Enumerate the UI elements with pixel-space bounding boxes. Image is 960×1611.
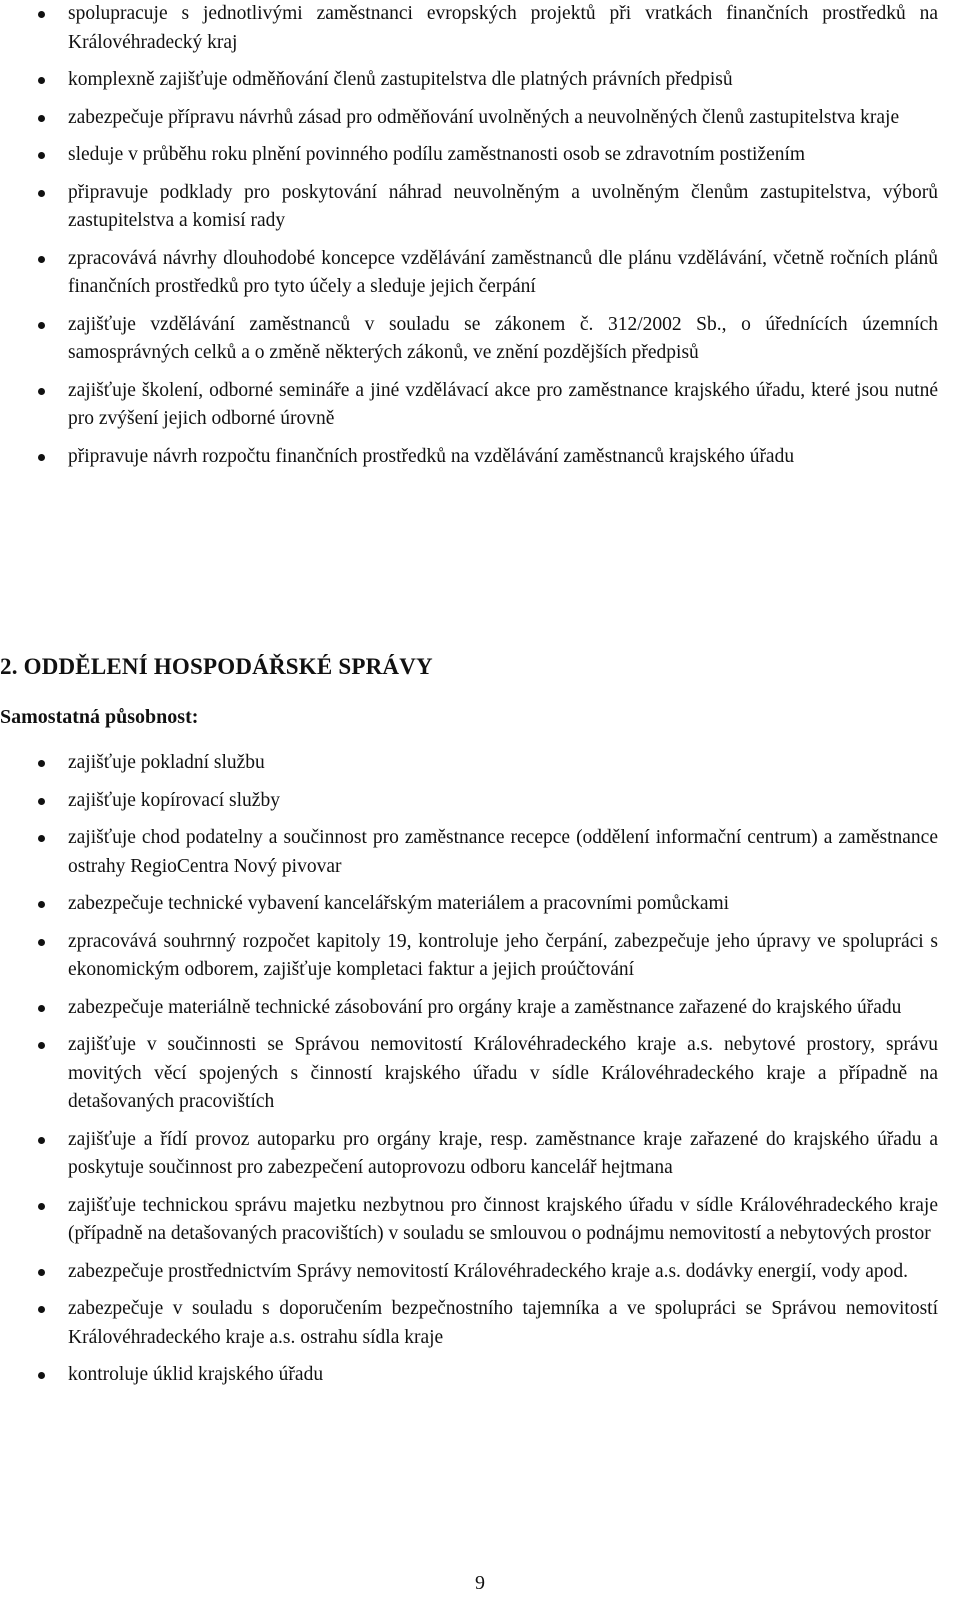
bullet-icon (38, 835, 45, 842)
list-item (0, 245, 960, 302)
bullet-icon (38, 77, 45, 84)
list-item (0, 179, 960, 236)
bullet-icon (38, 256, 45, 263)
list-item-text: připravuje podklady pro poskytování náhrad neuvolněným a uvolněným členům zastupitelstva, výborů zastupitelstva a komisí rady (68, 181, 938, 231)
list-item (0, 749, 960, 778)
bullet-icon (38, 115, 45, 122)
bullet-icon (38, 760, 45, 767)
responsibilities-list-1 (0, 0, 960, 480)
list-item-text: zajišťuje pokladní službu (68, 752, 265, 773)
list-item-text: zabezpečuje v souladu s doporučením bezpečnostního tajemníka a ve spolupráci se Správou nemovitostí Královéhradeckého kraje a.s. ostrahu sídla kraje (68, 1298, 938, 1348)
bullet-icon (38, 798, 45, 805)
list-item-text: zpracovává návrhy dlouhodobé koncepce vzdělávání zaměstnanců dle plánu vzdělávání, včetně ročních plánů finančních prostředků pro tyto účely a sleduje jejich čerpání (68, 247, 938, 297)
list-item (0, 994, 960, 1023)
list-item-text: zabezpečuje technické vybavení kancelářským materiálem a pracovními pomůckami (68, 893, 730, 914)
list-item-text: zajišťuje vzdělávání zaměstnanců v souladu se zákonem č. 312/2002 Sb., o úřednících územních samosprávných celků a o změně některých zákonů, ve znění pozdějších předpisů (68, 313, 938, 363)
bullet-icon (38, 1005, 45, 1012)
list-item (0, 104, 960, 133)
bullet-icon (38, 1372, 45, 1379)
list-item-text: zajišťuje v součinnosti se Správou nemovitostí Královéhradeckého kraje a.s. nebytové prostory, správu movitých věcí spojených s činností krajského úřadu v sídle Královéhradeckého kraje a případně na detašovaných pracovištích (68, 1034, 938, 1112)
bullet-icon (38, 901, 45, 908)
bullet-icon (38, 1203, 45, 1210)
list-item (0, 1192, 960, 1249)
list-item-text: zpracovává souhrnný rozpočet kapitoly 19, kontroluje jeho čerpání, zabezpečuje jeho úpravy ve spolupráci s ekonomickým odborem, zajišťuje kompletaci faktur a jejich proúčtování (68, 930, 938, 980)
list-item-text: sleduje v průběhu roku plnění povinného podílu zaměstnanosti osob se zdravotním postižením (68, 144, 806, 165)
list-item (0, 890, 960, 919)
page-number: 9 (475, 1572, 485, 1594)
list-item-text: zajišťuje kopírovací služby (68, 789, 280, 811)
list-item (0, 1126, 960, 1183)
list-item (0, 141, 960, 170)
bullet-icon (38, 1042, 45, 1049)
list-item (0, 1031, 960, 1117)
list-item-text: spolupracuje s jednotlivými zaměstnanci evropských projektů při vratkách finančních prostředků na Královéhradecký kraj (68, 3, 938, 53)
subheading: Samostatná působnost: (0, 706, 199, 728)
list-item-text: komplexně zajišťuje odměňování členů zastupitelstva dle platných právních předpisů (68, 69, 733, 90)
bullet-icon (38, 11, 45, 18)
list-item (0, 787, 960, 816)
bullet-icon (38, 939, 45, 946)
list-item-text: připravuje návrh rozpočtu finančních prostředků na vzdělávání zaměstnanců krajského úřadu (68, 445, 795, 467)
bullet-icon (38, 454, 45, 461)
list-item-text: zabezpečuje prostřednictvím Správy nemovitostí Královéhradeckého kraje a.s. dodávky energií, vody apod. (68, 1260, 909, 1282)
responsibilities-list-2 (0, 749, 960, 1399)
section-heading: 2. ODDĚLENÍ HOSPODÁŘSKÉ SPRÁVY (0, 654, 433, 679)
list-item (0, 311, 960, 368)
bullet-icon (38, 1137, 45, 1144)
list-item-text: zajišťuje a řídí provoz autoparku pro orgány kraje, resp. zaměstnance kraje zařazené do krajského úřadu a poskytuje součinnost pro zabezpečení autoprovozu odboru kancelář hejtmana (68, 1128, 938, 1178)
list-item (0, 1258, 960, 1287)
list-item (0, 443, 960, 472)
list-item (0, 928, 960, 985)
list-item (0, 1295, 960, 1352)
list-item (0, 1361, 960, 1390)
list-item (0, 0, 960, 57)
bullet-icon (38, 388, 45, 395)
list-item (0, 377, 960, 434)
list-item (0, 824, 960, 881)
bullet-icon (38, 190, 45, 197)
list-item-text: zajišťuje chod podatelny a součinnost pro zaměstnance recepce (oddělení informační centrum) a zaměstnance ostrahy RegioCentra Nový pivovar (68, 827, 938, 877)
bullet-icon (38, 1306, 45, 1313)
list-item-text: kontroluje úklid krajského úřadu (68, 1364, 324, 1385)
list-item-text: zabezpečuje materiálně technické zásobování pro orgány kraje a zaměstnance zařazené do krajského úřadu (68, 996, 902, 1018)
list-item-text: zajišťuje technickou správu majetku nezbytnou pro činnost krajského úřadu v sídle Královéhradeckého kraje (případně na detašovaných pracovištích) v souladu se smlouvou o podnájmu nemovitostí a nebytových prostor (68, 1194, 938, 1244)
list-item-text: zabezpečuje přípravu návrhů zásad pro odměňování uvolněných a neuvolněných členů zastupitelstva kraje (68, 106, 900, 128)
bullet-icon (38, 152, 45, 159)
list-item-text: zajišťuje školení, odborné semináře a jiné vzdělávací akce pro zaměstnance krajského úřadu, které jsou nutné pro zvýšení jejich odborné úrovně (68, 379, 938, 429)
list-item (0, 66, 960, 95)
bullet-icon (38, 322, 45, 329)
bullet-icon (38, 1269, 45, 1276)
